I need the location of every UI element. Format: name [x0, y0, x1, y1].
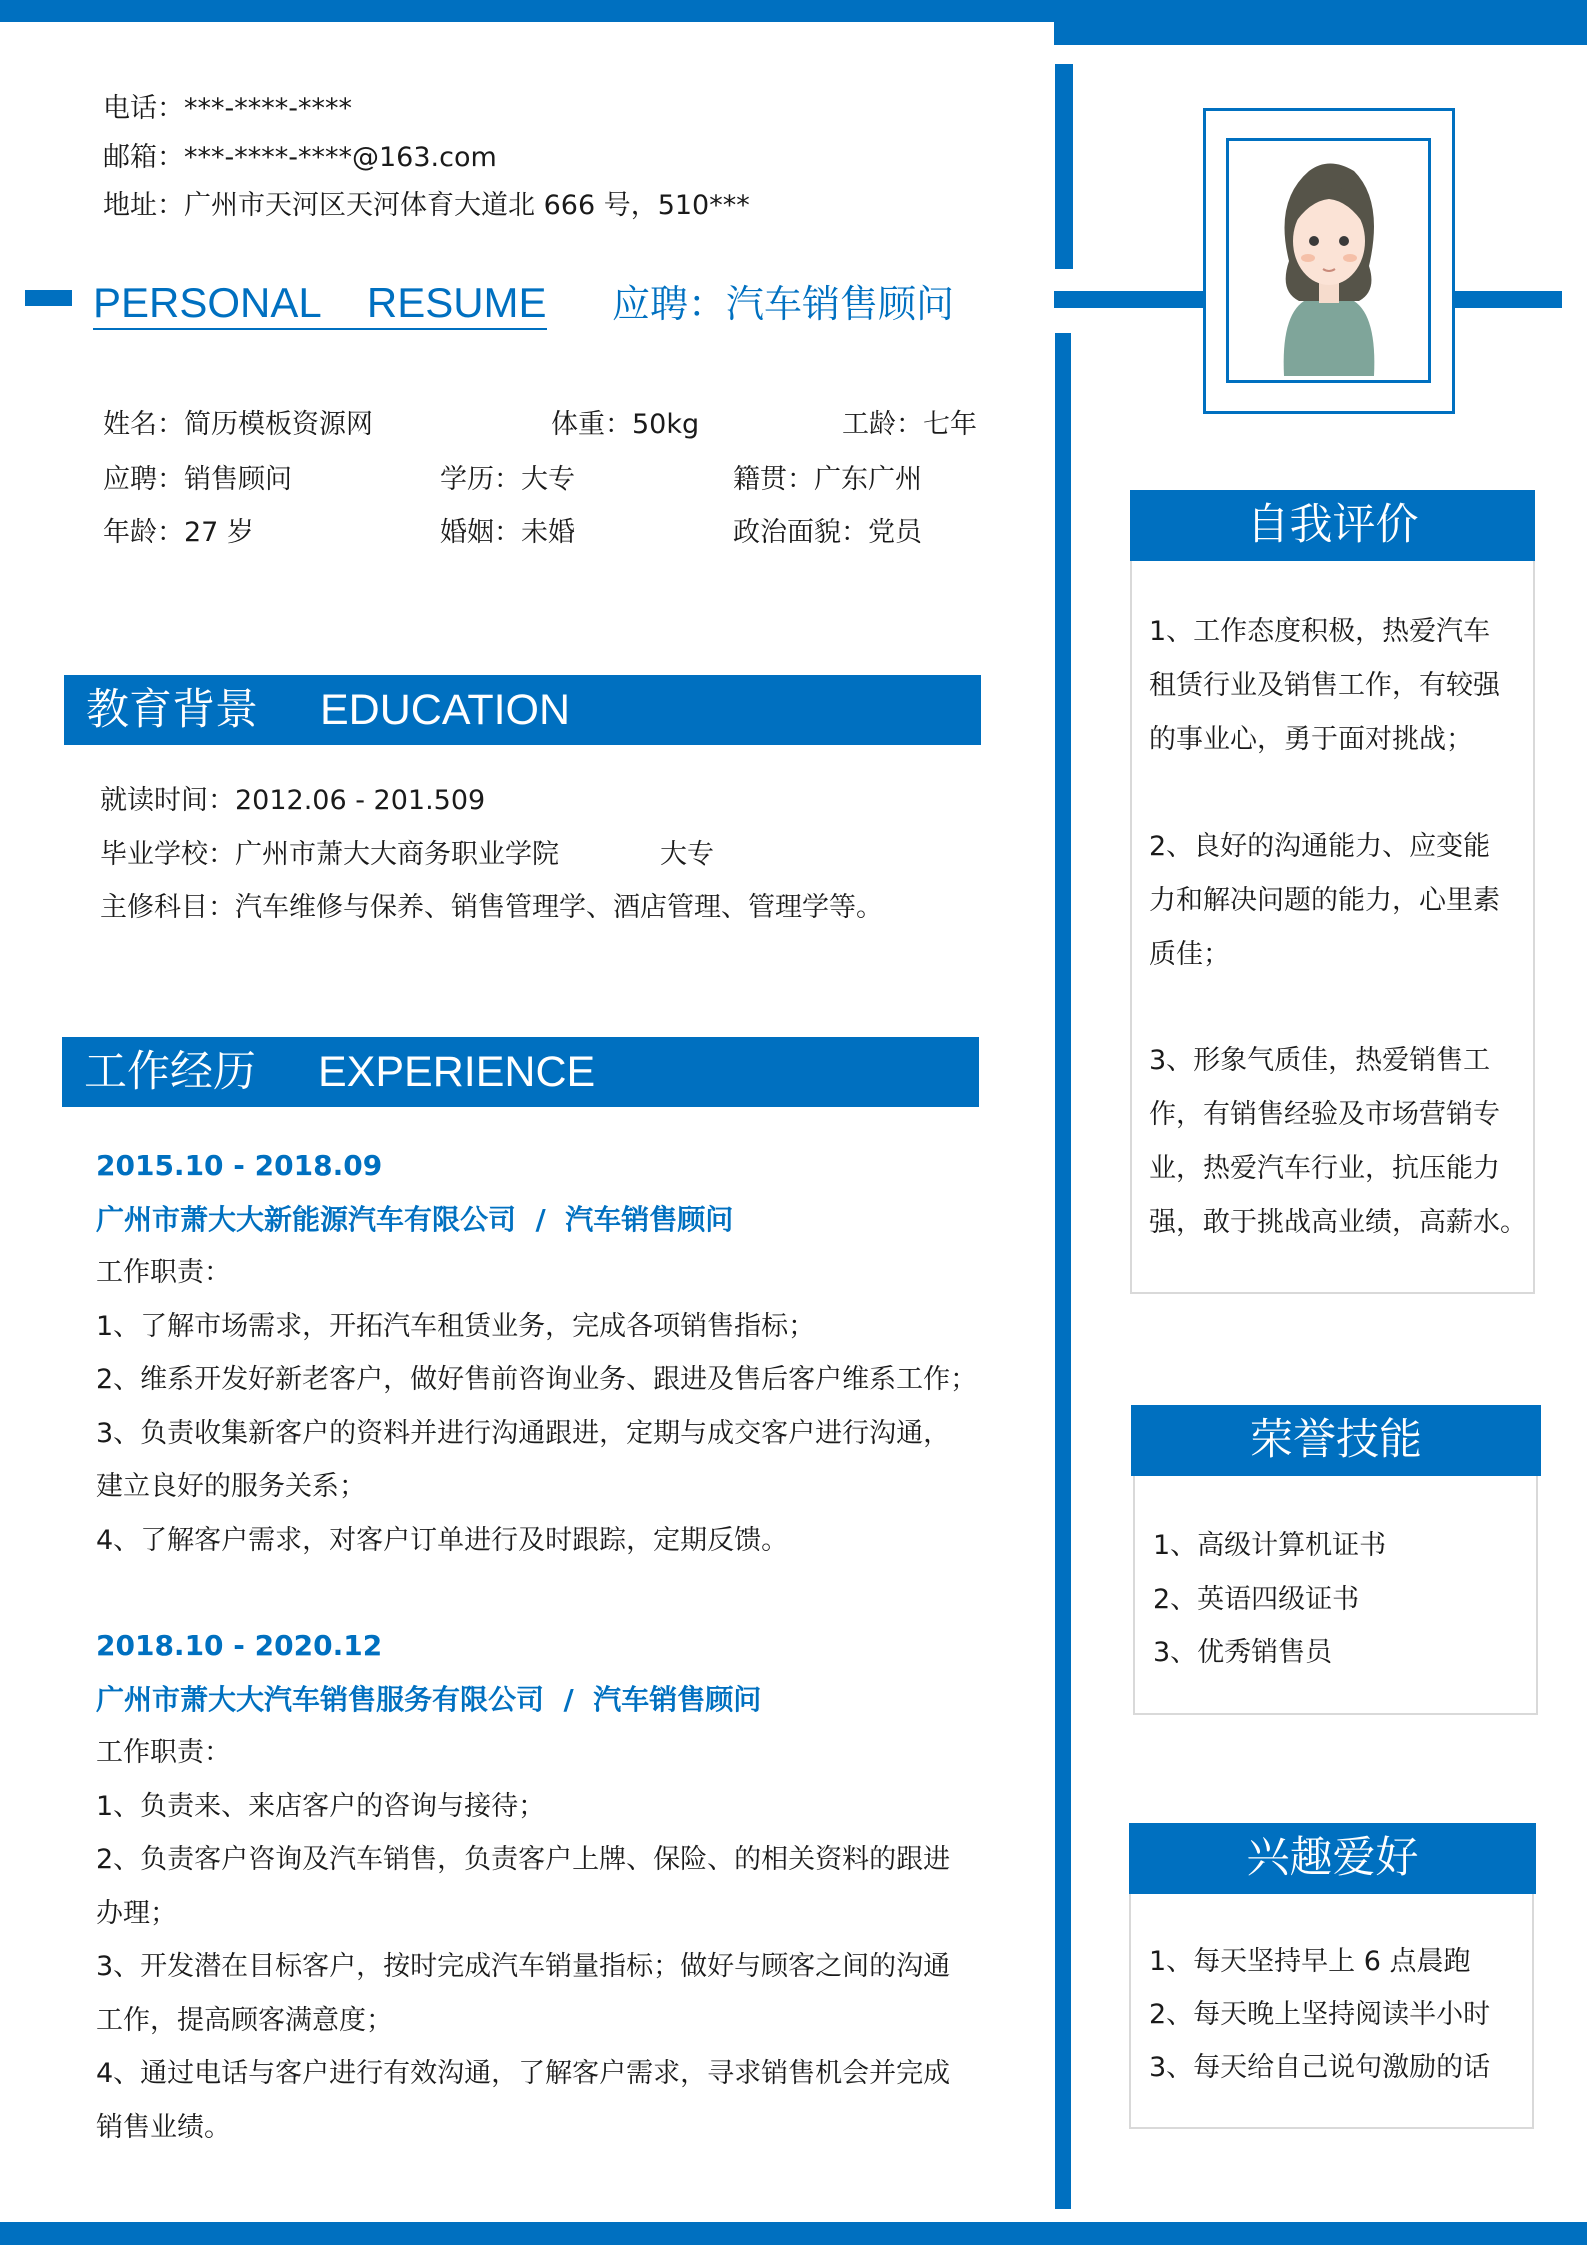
title-accent-bar: [25, 290, 72, 306]
job-duty-label: 工作职责：: [96, 1737, 231, 1768]
contact-phone: 电话：***-****-****: [103, 93, 352, 124]
education-header: [64, 675, 981, 745]
info-work-years: 工龄：七年: [842, 409, 977, 440]
info-marital: 婚姻：未婚: [440, 517, 575, 548]
skill-item: 1、高级计算机证书: [1153, 1530, 1387, 1561]
job-duty-line: 销售业绩。: [96, 2112, 231, 2143]
job-duty-line: 1、负责来、来店客户的咨询与接待；: [96, 1791, 546, 1822]
job-duty-label: 工作职责：: [96, 1257, 231, 1288]
hobby-item: 2、每天晚上坚持阅读半小时: [1149, 1999, 1491, 2030]
hobby-item: 1、每天坚持早上 6 点晨跑: [1149, 1946, 1471, 1977]
bottom-bar: [0, 2222, 1587, 2245]
education-school: 毕业学校：广州市萧大大商务职业学院: [100, 839, 559, 870]
job-duty-line: 3、开发潜在目标客户，按时完成汽车销量指标；做好与顾客之间的沟通: [96, 1951, 951, 1982]
experience-title-en: EXPERIENCE: [318, 1048, 596, 1096]
self-eval-line: 租赁行业及销售工作，有较强: [1149, 670, 1500, 701]
self-eval-line: 作，有销售经验及市场营销专: [1149, 1099, 1500, 1130]
contact-email: 邮箱：***-****-****@163.com: [103, 142, 497, 173]
hobby-item: 3、每天给自己说句激励的话: [1149, 2052, 1491, 2083]
education-degree: 大专: [660, 839, 714, 870]
experience-header: [62, 1037, 979, 1107]
self-eval-line: 质佳；: [1149, 939, 1230, 970]
info-age: 年龄：27 岁: [103, 517, 254, 548]
self-eval-line: 强，敢于挑战高业绩，高薪水。: [1149, 1207, 1527, 1238]
education-period: 就读时间：2012.06 - 201.509: [100, 785, 486, 816]
divider-vertical-top: [1055, 64, 1073, 269]
photo-frame: [1226, 138, 1431, 383]
education-major: 主修科目：汽车维修与保养、销售管理学、酒店管理、管理学等。: [100, 892, 883, 923]
job-company: 广州市萧大大新能源汽车有限公司 / 汽车销售顾问: [96, 1203, 734, 1236]
info-weight: 体重：50kg: [551, 409, 700, 440]
info-hometown: 籍贯：广东广州: [733, 464, 922, 495]
job-duty-line: 工作，提高顾客满意度；: [96, 2005, 393, 2036]
self-eval-line: 3、形象气质佳，热爱销售工: [1149, 1045, 1491, 1076]
job-duty-line: 2、维系开发好新老客户，做好售前咨询业务、跟进及售后客户维系工作；: [96, 1364, 978, 1395]
skills-header: 荣誉技能: [1131, 1405, 1541, 1476]
hobbies-header: 兴趣爱好: [1129, 1823, 1536, 1894]
resume-title: PERSONAL RESUME: [93, 278, 547, 330]
job-duty-line: 2、负责客户咨询及汽车销售，负责客户上牌、保险、的相关资料的跟进: [96, 1844, 951, 1875]
self-eval-line: 1、工作态度积极，热爱汽车: [1149, 616, 1491, 647]
applied-position: 应聘：汽车销售顾问: [612, 282, 955, 326]
job-company: 广州市萧大大汽车销售服务有限公司 / 汽车销售顾问: [96, 1683, 762, 1716]
avatar-icon: [1229, 141, 1428, 380]
job-duty-line: 1、了解市场需求，开拓汽车租赁业务，完成各项销售指标；: [96, 1311, 816, 1342]
job-duty-line: 4、通过电话与客户进行有效沟通，了解客户需求，寻求销售机会并完成: [96, 2058, 951, 2089]
info-education: 学历：大专: [440, 464, 575, 495]
self-eval-line: 的事业心，勇于面对挑战；: [1149, 724, 1473, 755]
self-eval-line: 业，热爱汽车行业，抗压能力: [1149, 1153, 1500, 1184]
job-period: 2018.10 - 2020.12: [96, 1629, 383, 1662]
divider-vertical-bottom: [1055, 333, 1071, 2209]
education-title-en: EDUCATION: [320, 686, 571, 734]
skill-item: 2、英语四级证书: [1153, 1584, 1360, 1615]
job-duty-line: 建立良好的服务关系；: [96, 1471, 366, 1502]
self-eval-line: 力和解决问题的能力，心里素: [1149, 885, 1500, 916]
experience-title-cn: 工作经历: [84, 1047, 256, 1097]
job-period: 2015.10 - 2018.09: [96, 1149, 383, 1182]
job-duty-line: 3、负责收集新客户的资料并进行沟通跟进，定期与成交客户进行沟通，: [96, 1418, 951, 1449]
education-title-cn: 教育背景: [86, 685, 258, 735]
contact-address: 地址：广州市天河区天河体育大道北 666 号，510***: [103, 190, 750, 221]
info-apply: 应聘：销售顾问: [103, 464, 292, 495]
job-duty-line: 4、了解客户需求，对客户订单进行及时跟踪，定期反馈。: [96, 1525, 789, 1556]
skill-item: 3、优秀销售员: [1153, 1637, 1333, 1668]
info-political: 政治面貌：党员: [733, 517, 922, 548]
top-right-bar: [1054, 0, 1587, 45]
info-name: 姓名：简历模板资源网: [103, 409, 373, 440]
self-eval-header: 自我评价: [1130, 490, 1535, 561]
job-duty-line: 办理；: [96, 1898, 177, 1929]
self-eval-line: 2、良好的沟通能力、应变能: [1149, 831, 1491, 862]
